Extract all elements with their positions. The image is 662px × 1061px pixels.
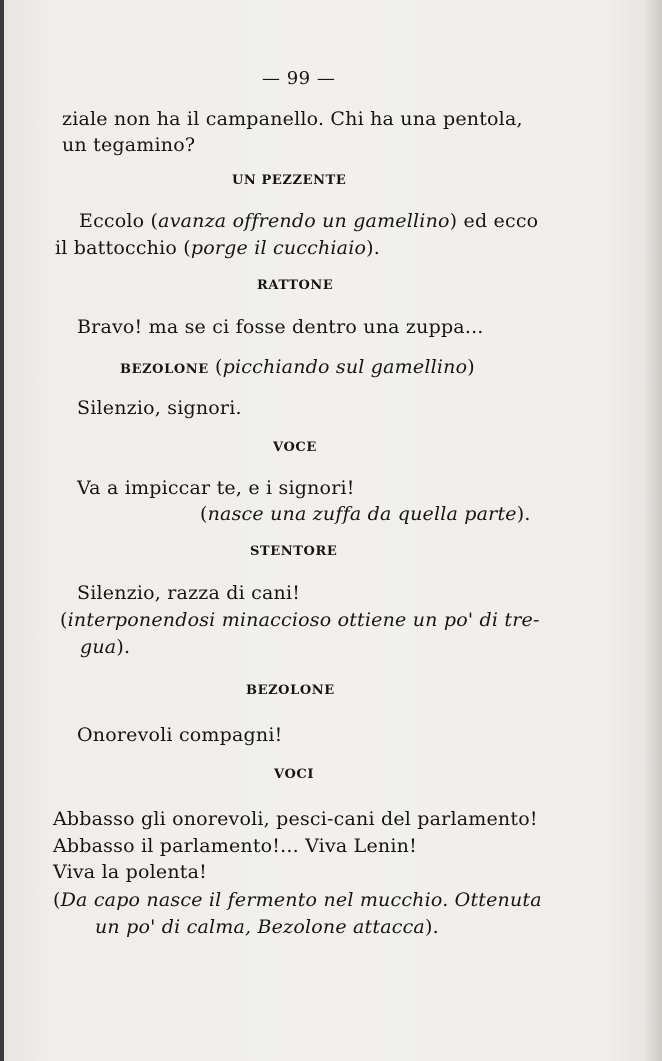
text-line-17-b: ). <box>424 916 439 938</box>
text-line-16-a: ( <box>53 889 61 911</box>
speaker-un-pezzente: UN PEZZENTE <box>232 173 347 188</box>
speaker-line-bezolone <box>120 355 475 382</box>
speaker-bezolone-1: BEZOLONE <box>120 362 209 377</box>
text-line-1: ziale non ha il campanello. Chi ha una pentola, <box>62 108 523 130</box>
text-line-16 <box>53 888 542 912</box>
stage-direction-bezolone: picchiando sul gamellino <box>222 356 468 378</box>
text-line-12: Onorevoli compagni! <box>77 724 283 746</box>
page-right-shadow <box>644 0 662 1061</box>
text-line-8-c: ). <box>516 503 531 525</box>
text-line-3 <box>79 209 538 233</box>
page-number: — 99 — <box>262 68 336 89</box>
text-line-4-a: il battocchio ( <box>55 237 191 259</box>
text-line-6: Silenzio, signori. <box>77 397 242 419</box>
speaker-rattone: RATTONE <box>257 278 334 293</box>
speaker-paren-close: ) <box>467 356 475 378</box>
speaker-voci: VOCI <box>274 767 315 782</box>
text-line-11 <box>80 635 130 659</box>
stage-direction-16: Da capo nasce il fermento nel mucchio. Ottenuta <box>60 889 542 911</box>
text-line-4 <box>55 236 380 260</box>
stage-direction-3: avanza offrendo un gamellino <box>158 210 450 232</box>
text-line-3-c: ) ed ecco <box>449 210 539 232</box>
speaker-stentore: STENTORE <box>250 544 338 559</box>
text-line-9: Silenzio, razza di cani! <box>77 582 301 604</box>
stage-direction-8: nasce una zuffa da quella parte <box>207 503 517 525</box>
text-line-13: Abbasso gli onorevoli, pesci-cani del parlamento! <box>53 808 538 830</box>
stage-direction-11: gua <box>80 636 117 658</box>
text-line-10 <box>60 608 540 632</box>
text-line-4-c: ). <box>366 237 380 259</box>
text-line-7: Va a impiccar te, e i signori! <box>77 477 355 499</box>
text-line-17 <box>95 915 439 939</box>
stage-direction-10: interponendosi minaccioso ottiene un po' di tre- <box>67 609 540 631</box>
text-line-8-a: ( <box>200 503 208 525</box>
speaker-bezolone-2: BEZOLONE <box>246 683 335 698</box>
page-left-edge <box>0 0 4 1061</box>
text-line-3-a: Eccolo ( <box>79 210 159 232</box>
text-line-8 <box>200 502 531 526</box>
stage-direction-4: porge il cucchiaio <box>190 237 367 259</box>
text-line-5: Bravo! ma se ci fosse dentro una zuppa... <box>77 316 484 338</box>
text-line-10-a: ( <box>60 609 68 631</box>
text-line-11-b: ). <box>116 636 131 658</box>
speaker-voce: VOCE <box>273 440 317 455</box>
text-line-14: Abbasso il parlamento!... Viva Lenin! <box>53 835 417 857</box>
text-line-2: un tegamino? <box>62 134 196 156</box>
stage-direction-17: un po' di calma, Bezolone attacca <box>95 916 425 938</box>
text-line-15: Viva la polenta! <box>53 861 207 883</box>
speaker-paren-open: ( <box>208 356 223 378</box>
